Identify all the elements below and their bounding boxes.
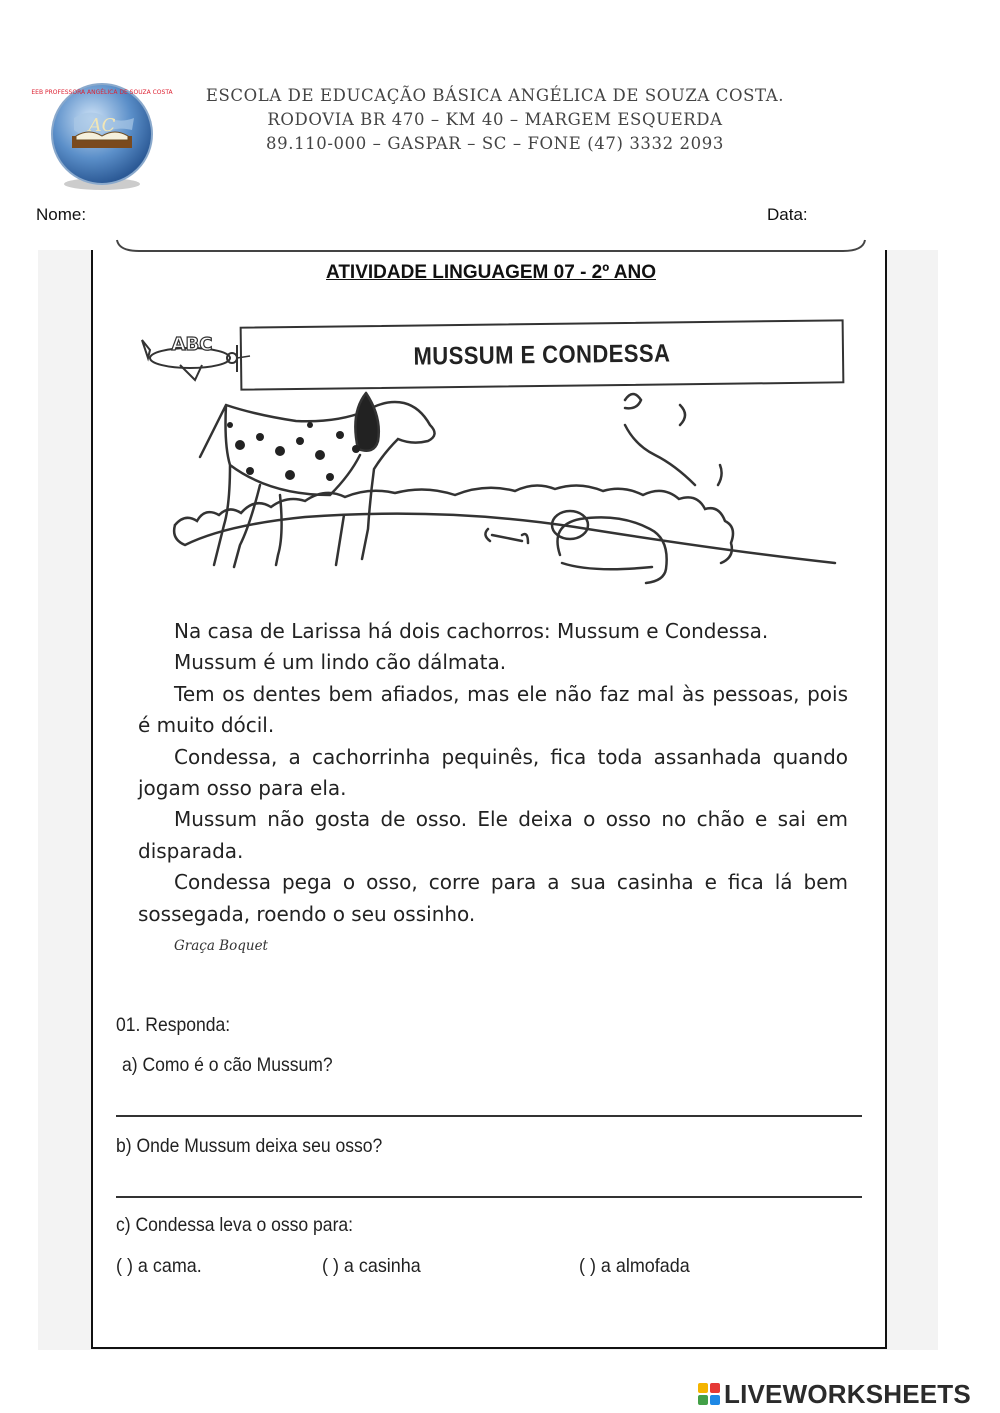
story-paragraph: Mussum é um lindo cão dálmata.: [174, 650, 507, 675]
question-c: c) Condessa leva o osso para:: [116, 1214, 354, 1236]
school-name: ESCOLA DE EDUCAÇÃO BÁSICA ANGÉLICA DE SOUZA COSTA.: [205, 86, 785, 105]
plane-letters: ABC: [171, 334, 213, 355]
story-text: [138, 616, 848, 930]
liveworksheets-icon: [697, 1382, 721, 1406]
nome-label: Nome:: [36, 205, 87, 224]
logo-ring-text: EEB PROFESSORA ANGÉLICA DE SOUZA COSTA: [31, 89, 173, 96]
answer-line-a[interactable]: [116, 1115, 862, 1117]
question-a: a) Como é o cão Mussum?: [122, 1054, 333, 1076]
airplane-icon: [140, 320, 250, 385]
option-cama[interactable]: ( ) a cama.: [116, 1255, 202, 1277]
school-address: RODOVIA BR 470 – KM 40 – MARGEM ESQUERDA: [267, 110, 723, 129]
questions-heading: 01. Responda:: [116, 1014, 231, 1036]
answer-line-b[interactable]: [116, 1196, 862, 1198]
option-casinha[interactable]: ( ) a casinha: [322, 1255, 421, 1277]
activity-title: ATIVIDADE LINGUAGEM 07 - 2º ANO: [326, 262, 656, 283]
story-paragraph: Mussum não gosta de osso. Ele deixa o osso no chão e sai em disparada.: [138, 807, 848, 863]
school-contact: 89.110-000 – GASPAR – SC – FONE (47) 3332 2093: [266, 134, 724, 153]
story-paragraph: Na casa de Larissa há dois cachorros: Mussum e Condessa.: [174, 619, 769, 643]
top-border-arc: [115, 238, 867, 254]
logo-initials: AC: [88, 115, 116, 136]
data-label: Data:: [767, 205, 808, 224]
option-almofada[interactable]: ( ) a almofada: [579, 1255, 690, 1277]
story-paragraph: Condessa, a cachorrinha pequinês, fica toda assanhada quando jogam osso para ela.: [138, 744, 848, 801]
school-logo: [31, 78, 173, 194]
story-title: MUSSUM E CONDESSA: [413, 338, 671, 371]
dogs-illustration: [170, 385, 840, 615]
story-author: Graça Boquet: [174, 938, 268, 954]
liveworksheets-logo: [697, 1378, 997, 1410]
liveworksheets-wordmark: LIVEWORKSHEETS: [724, 1378, 971, 1409]
story-title-banner: [240, 319, 845, 390]
story-paragraph: Condessa pega o osso, corre para a sua casinha e fica lá bem sossegada, roendo o seu ossinho.: [138, 870, 848, 926]
story-paragraph: Tem os dentes bem afiados, mas ele não faz mal às pessoas, pois é muito dócil.: [138, 681, 848, 738]
question-b: b) Onde Mussum deixa seu osso?: [116, 1135, 383, 1157]
